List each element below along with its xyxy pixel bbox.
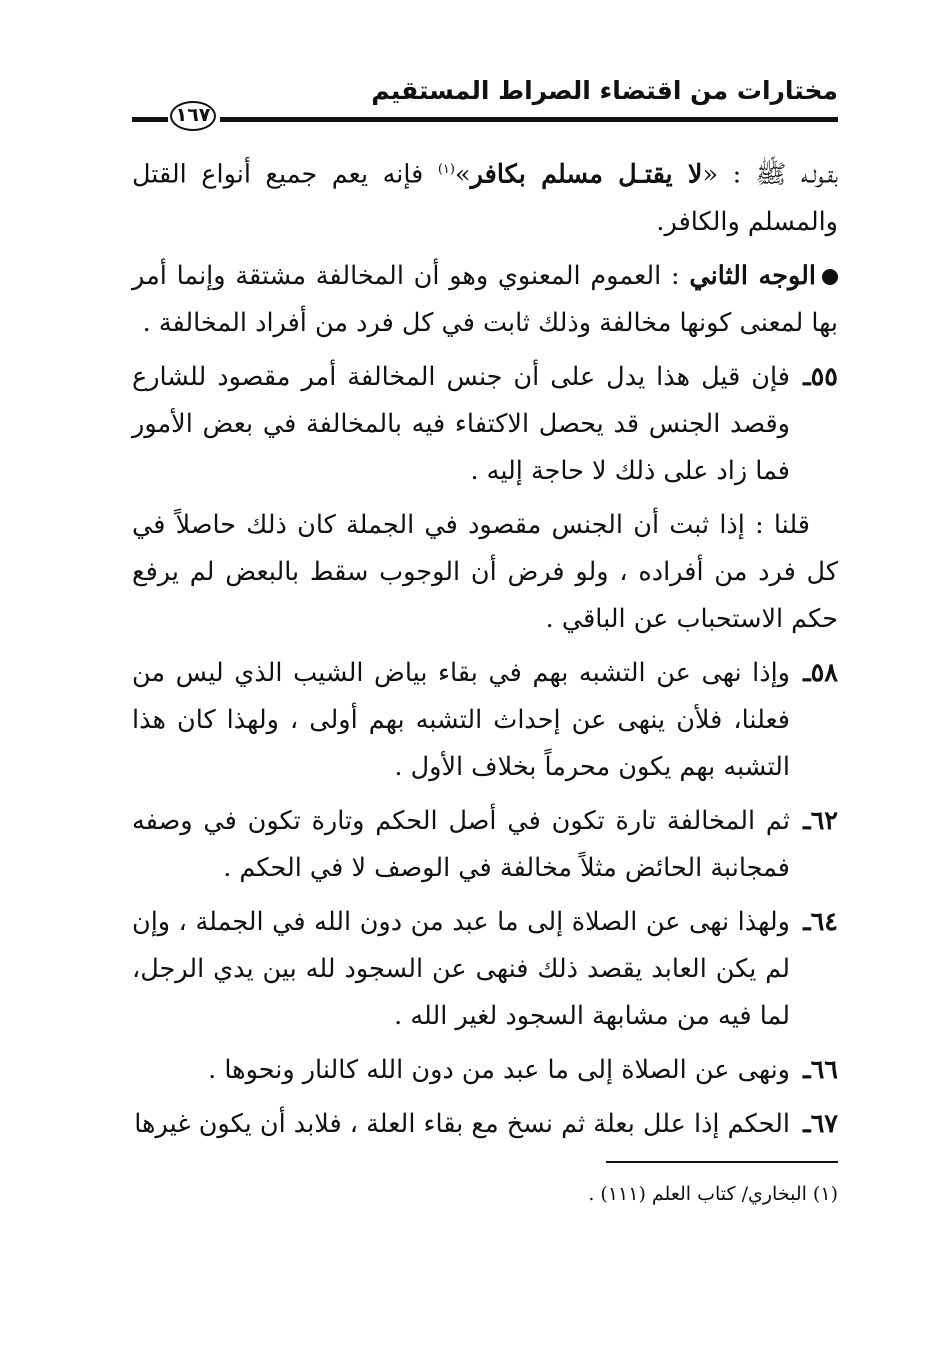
item-number: ٦٦ـ xyxy=(803,1054,838,1085)
numbered-item xyxy=(132,354,838,495)
numbered-item xyxy=(132,650,838,791)
numbered-item xyxy=(132,1101,838,1148)
hadith-rest: فإنه يعم جميع أنواع القتل والمسلم والكافر. xyxy=(132,159,838,237)
item-number: ٥٥ـ xyxy=(803,361,838,392)
item-number: ٥٨ـ xyxy=(803,657,838,688)
paragraph-answer: قلنا : إذا ثبت أن الجنس مقصود في الجملة كان ذلك حاصلاً في كل فرد من أفراده ، ولو فرض أن الوجوب سقط بالبعض لم يرفع حكم الاستحباب عن الباقي . xyxy=(132,509,838,634)
second-aspect-text: : العموم المعنوي وهو أن المخالفة مشتقة وإنما أمر بها لمعنى كونها مخالفة وذلك ثابت في كل فرد من أفراد المخالفة . xyxy=(132,260,838,338)
hadith-intro: بقـولـه ﷺ : « xyxy=(702,159,838,190)
footnote: (١) البخاري/ كتاب العلم (١١١) . xyxy=(588,1183,838,1205)
second-aspect-heading: الوجه الثاني xyxy=(689,260,816,291)
footnote-ref: (١) xyxy=(437,162,455,177)
item-text: ونهى عن الصلاة إلى ما عبد من دون الله كالنار ونحوها . xyxy=(208,1054,790,1085)
page-body xyxy=(132,146,838,1155)
item-text: الحكم إذا علل بعلة ثم نسخ مع بقاء العلة ، فلابد أن يكون غيرها xyxy=(134,1108,790,1139)
item-text: فإن قيل هذا يدل على أن جنس المخالفة أمر مقصود للشارع وقصد الجنس قد يحصل الاكتفاء فيه بالمخالفة في بعض الأمور فما زاد على ذلك لا حاجة إليه . xyxy=(132,361,790,486)
header-rule xyxy=(220,117,838,122)
bullet-icon xyxy=(822,269,838,285)
item-text: ولهذا نهى عن الصلاة إلى ما عبد من دون الله في الجملة ، وإن لم يكن العابد يقصد ذلك فنهى عن السجود لله بين يدي الرجل، لما فيه من مشابهة السجود لغير الله . xyxy=(132,906,790,1031)
numbered-item xyxy=(132,899,838,1040)
hadith-quote: لا يقتـل مسلم بكافر xyxy=(470,159,703,190)
paragraph-second-aspect xyxy=(132,253,838,347)
item-number: ٦٧ـ xyxy=(803,1108,838,1139)
page-number: ١٦٧ xyxy=(170,101,216,131)
running-title: مختارات من اقتضاء الصراط المستقيم xyxy=(371,76,838,105)
header-rule-short xyxy=(132,117,168,122)
paragraph-hadith xyxy=(132,146,838,246)
footnote-rule xyxy=(606,1161,838,1163)
item-number: ٦٤ـ xyxy=(803,906,838,937)
numbered-item xyxy=(132,798,838,892)
hadith-close: » xyxy=(454,159,471,190)
item-number: ٦٢ـ xyxy=(803,805,838,836)
item-text: وإذا نهى عن التشبه بهم في بقاء بياض الشيب الذي ليس من فعلنا، فلأن ينهى عن إحداث التشبه بهم أولى ، ولهذا كان هذا التشبه بهم يكون محرماً بخلاف الأول . xyxy=(132,657,790,782)
numbered-item xyxy=(132,1047,838,1094)
item-text: ثم المخالفة تارة تكون في أصل الحكم وتارة تكون في وصفه فمجانبة الحائض مثلاً مخالفة في الوصف لا في الحكم . xyxy=(132,805,790,883)
